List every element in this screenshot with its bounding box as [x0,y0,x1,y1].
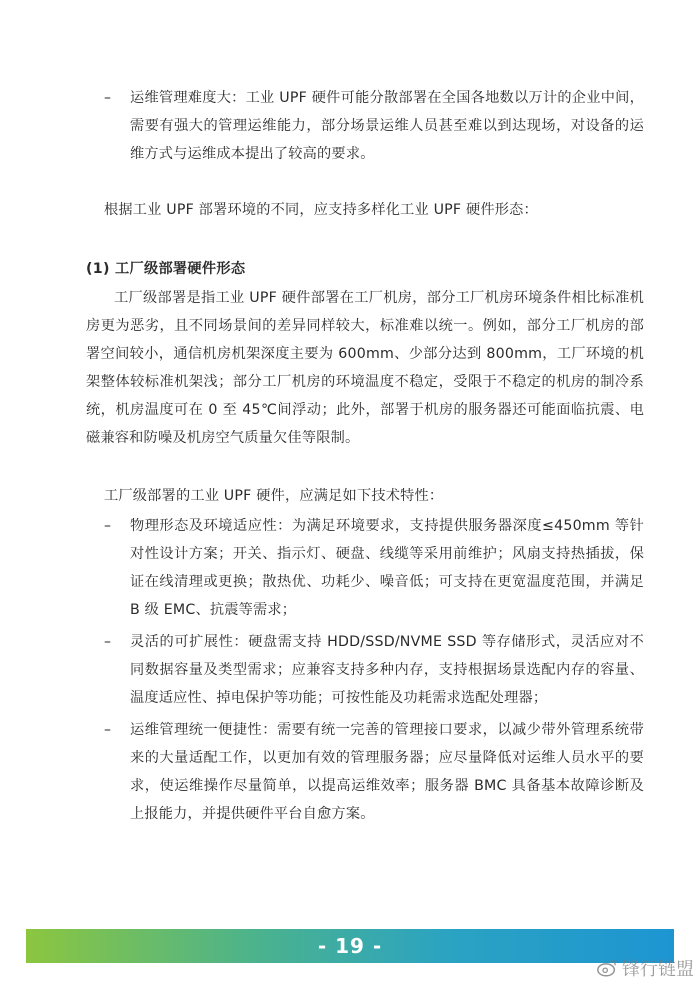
watermark [596,955,694,981]
bullet-dash: – [104,634,111,650]
weibo-icon [596,957,618,979]
bullet-text: 灵活的可扩展性：硬盘需支持 HDD/SSD/NVME SSD 等存储形式，灵活应对不同数据容量及类型需求；应兼容支持多种内存，支持根据场景选配内存的容量、温度适应性、掉电保护等功能；可按性能及功耗需求选配处理器； [130,634,644,706]
section-paragraph: 工厂级部署是指工业 UPF 硬件部署在工厂机房，部分工厂机房环境条件相比标准机房更为恶劣，且不同场景间的差异同样较大，标准难以统一。例如，部分工厂机房的部署空间较小，通信机房机架深度主要为 600mm、少部分达到 800mm，工厂环境的机架整体较标准机架浅；部分工厂机房的环境温度不稳定，受限于不稳定的机房的制冷系统，机房温度可在 0 至 45℃间浮动；此外，部署于机房的服务器还可能面临抗震、电磁兼容和防噪及机房空气质量欠佳等限制。 [86,290,644,446]
section-heading: (1) 工厂级部署硬件形态 [86,261,246,277]
bullet-dash: – [104,722,111,738]
page-number: - 19 - [317,934,383,958]
bullet-text: 运维管理统一便捷性：需要有统一完善的管理接口要求，以减少带外管理系统带来的大量适配工作，以更加有效的管理服务器；应尽量降低对运维人员水平的要求，使运维操作尽量简单，以提高运维效率；服务器 BMC 具备基本故障诊断及上报能力，并提供硬件平台自愈方案。 [130,722,644,822]
requirement-item [104,628,644,712]
intro-paragraph: 根据工业 UPF 部署环境的不同，应支持多样化工业 UPF 硬件形态： [104,202,538,218]
bullet-dash: – [104,518,111,534]
watermark-text: 锋行链盟 [622,959,694,980]
bullet-text: 物理形态及环境适应性：为满足环境要求，支持提供服务器深度≤450mm 等针对性设计方案；开关、指示灯、硬盘、线缆等采用前维护；风扇支持热插拔，保证在线清理或更换；散热优、功耗少、噪音低；可支持在更宽温度范围，并满足 B 级 EMC、抗震等需求； [130,518,644,618]
bullet-text: 运维管理难度大：工业 UPF 硬件可能分散部署在全国各地数以万计的企业中间，需要有强大的管理运维能力，部分场景运维人员甚至难以到达现场，对设备的运维方式与运维成本提出了较高的要求。 [130,90,644,162]
requirement-item [104,716,644,828]
bullet-dash: – [104,90,111,106]
footer-bar [26,929,674,963]
requirement-item [104,512,644,624]
requirements-intro: 工厂级部署的工业 UPF 硬件，应满足如下技术特性： [104,488,444,504]
bullet-item-ops-difficulty [104,84,644,168]
